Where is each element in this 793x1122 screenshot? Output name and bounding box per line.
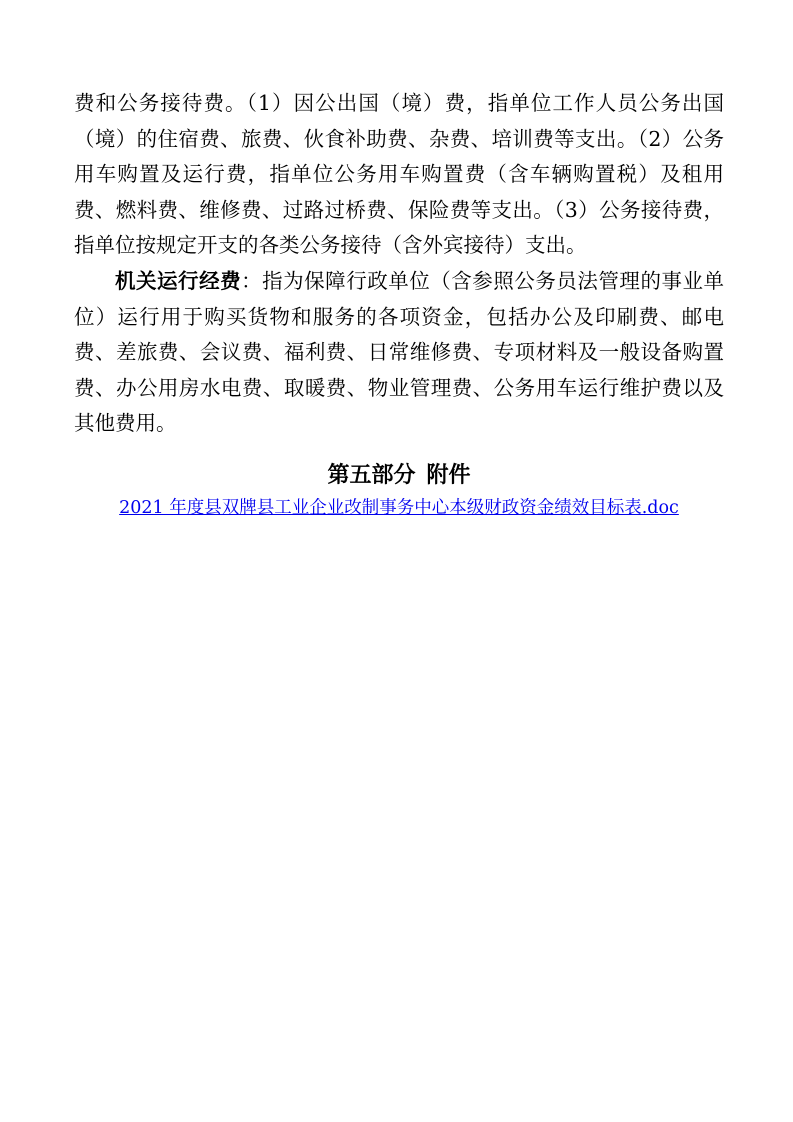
document-page (74, 86, 724, 520)
term-operating-funds-definition: ：指为保障行政单位（含参照公务员法管理的事业单位）运行用于购买货物和服务的各项资金，包括办公及印刷费、邮电费、差旅费、会议费、福利费、日常维修费、专项材料及一般设备购置费、办公用房水电费、取暖费、物业管理费、公务用车运行维护费以及其他费用。 (74, 268, 725, 436)
section-title-name: 附件 (426, 462, 471, 488)
paragraph-operating-funds (74, 264, 724, 442)
section-title (74, 460, 724, 492)
section-title-part: 第五部分 (327, 462, 416, 488)
attachment-link[interactable]: 2021 年度县双牌县工业企业改制事务中心本级财政资金绩效目标表.doc (119, 497, 679, 518)
term-operating-funds: 机关运行经费 (115, 268, 242, 293)
paragraph-expense-definitions: 费和公务接待费。（1）因公出国（境）费，指单位工作人员公务出国（境）的住宿费、旅费、伙食补助费、杂费、培训费等支出。（2）公务用车购置及运行费，指单位公务用车购置费（含车辆购置税）及租用费、燃料费、维修费、过路过桥费、保险费等支出。（3）公务接待费，指单位按规定开支的各类公务接待（含外宾接待）支出。 (74, 91, 724, 258)
